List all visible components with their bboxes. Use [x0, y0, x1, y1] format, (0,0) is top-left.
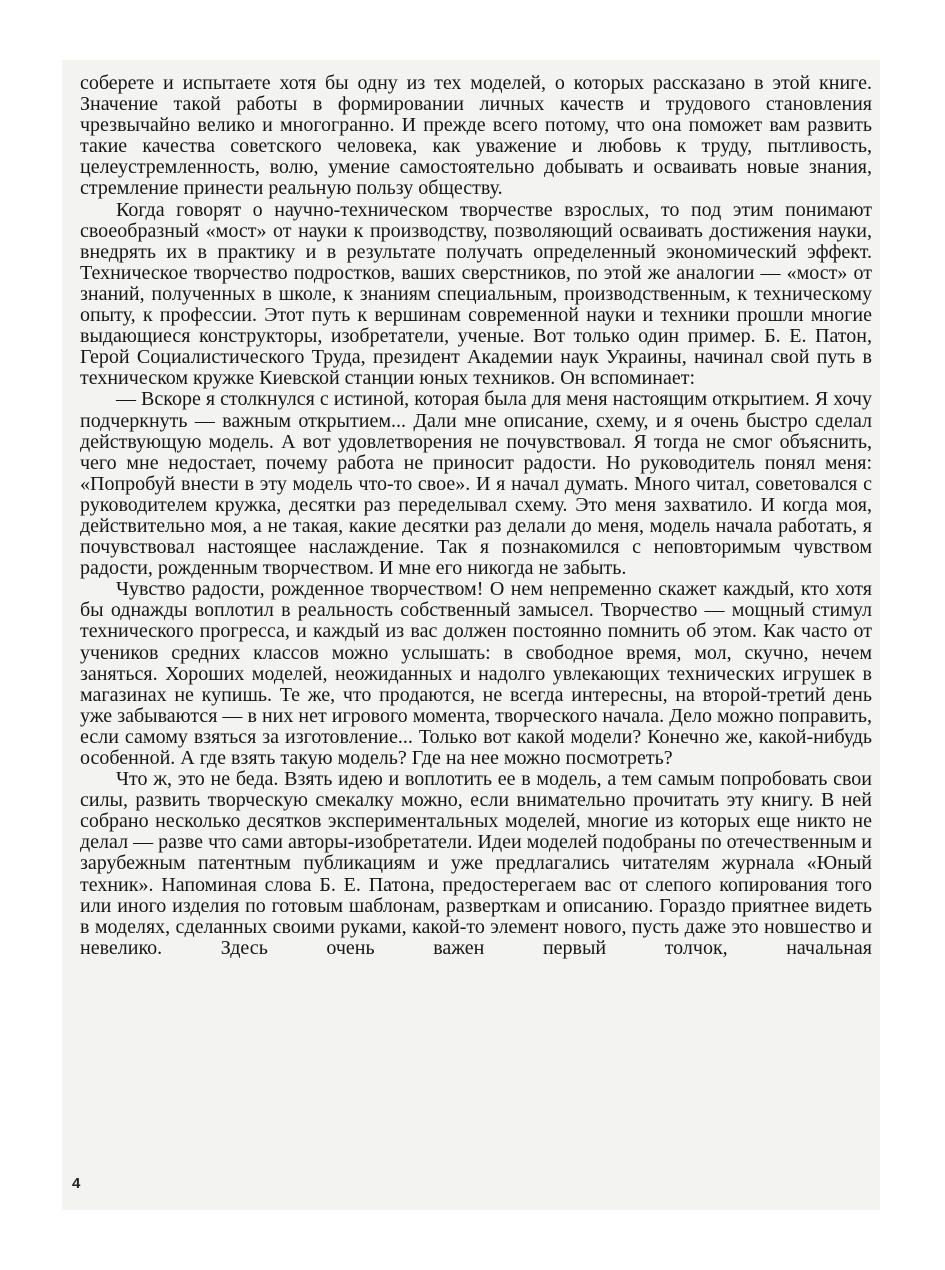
page-number: 4 [72, 1175, 81, 1192]
paragraph-4: Чувство радости, рожденное творчеством! О нем непременно скажет каждый, кто хотя бы однажды воплотил в реальность собственный замысел. Творчество — мощный стимул технического прогресса, и каждый из вас должен постоянно помнить об этом. Как часто от учеников средних классов можно услышать: в свободное время, мол, скучно, нечем заняться. Хороших моделей, неожиданных и надолго увлекающих технических игрушек в магазинах не купишь. Те же, что продаются, не всегда интересны, на второй-третий день уже забываются — в них нет игрового момента, творческого начала. Дело можно поправить, если самому взяться за изготовление... Только вот какой модели? Конечно же, какой-нибудь особенной. А где взять такую модель? Где на нее можно посмотреть? [80, 578, 872, 769]
body-text [80, 73, 872, 959]
paragraph-3-quote: — Вскоре я столкнулся с истиной, которая была для меня настоящим открытием. Я хочу подчеркнуть — важным открытием... Дали мне описание, схему, и я очень быстро сделал действующую модель. А вот удовлетворения не почувствовал. Я тогда не смог объяснить, чего мне недостает, почему работа не приносит радости. Но руководитель понял меня: «Попробуй внести в эту модель что-то свое». И я начал думать. Много читал, советовался с руководителем кружка, десятки раз переделывал схему. Это меня захватило. И когда моя, действительно моя, а не такая, какие десятки раз делали до меня, модель начала работать, я почувствовал настоящее наслаждение. Так я познакомился с неповторимым чувством радости, рожденным творчеством. И мне его никогда не забыть. [80, 388, 872, 580]
paragraph-2: Когда говорят о научно-техническом творчестве взрослых, то под этим понимают своеобразный «мост» от науки к производству, позволяющий осваивать достижения науки, внедрять их в практику и в результате получать определенный экономический эффект. Техническое творчество подростков, ваших сверстников, по этой же аналогии — «мост» от знаний, полученных в школе, к знаниям специальным, производственным, к техническому опыту, к профессии. Этот путь к вершинам современной науки и техники прошли многие выдающиеся конструкторы, изобретатели, ученые. Вот только один пример. Б. Е. Патон, Герой Социалистического Труда, президент Академии наук Украины, начинал свой путь в техническом кружке Киевской станции юных техников. Он вспоминает: [80, 198, 872, 390]
paragraph-1: соберете и испытаете хотя бы одну из тех моделей, о которых рассказано в этой книге. Значение такой работы в формировании личных качеств и трудового становления чрезвычайно велико и многогранно. И прежде всего потому, что она поможет вам развить такие качества советского человека, как уважение и любовь к труду, пытливость, целеустремленность, волю, умение самостоятельно добывать и осваивать новые знания, стремление принести реальную пользу обществу. [80, 72, 872, 200]
paragraph-5: Что ж, это не беда. Взять идею и воплотить ее в модель, а тем самым попробовать свои силы, развить творческую смекалку можно, если внимательно прочитать эту книгу. В ней собрано несколько десятков экспериментальных моделей, многие из которых еще никто не делал — разве что сами авторы-изобретатели. Идеи моделей подобраны по отечественным и зарубежным патентным публикациям и уже предлагались читателям журнала «Юный техник». Напоминая слова Б. Е. Патона, предостерегаем вас от слепого копирования того или иного изделия по готовым шаблонам, разверткам и описанию. Гораздо приятнее видеть в моделях, сделанных своими руками, какой-то элемент нового, пусть даже это новшество и невелико. Здесь очень важен первый толчок, начальная [80, 768, 872, 959]
